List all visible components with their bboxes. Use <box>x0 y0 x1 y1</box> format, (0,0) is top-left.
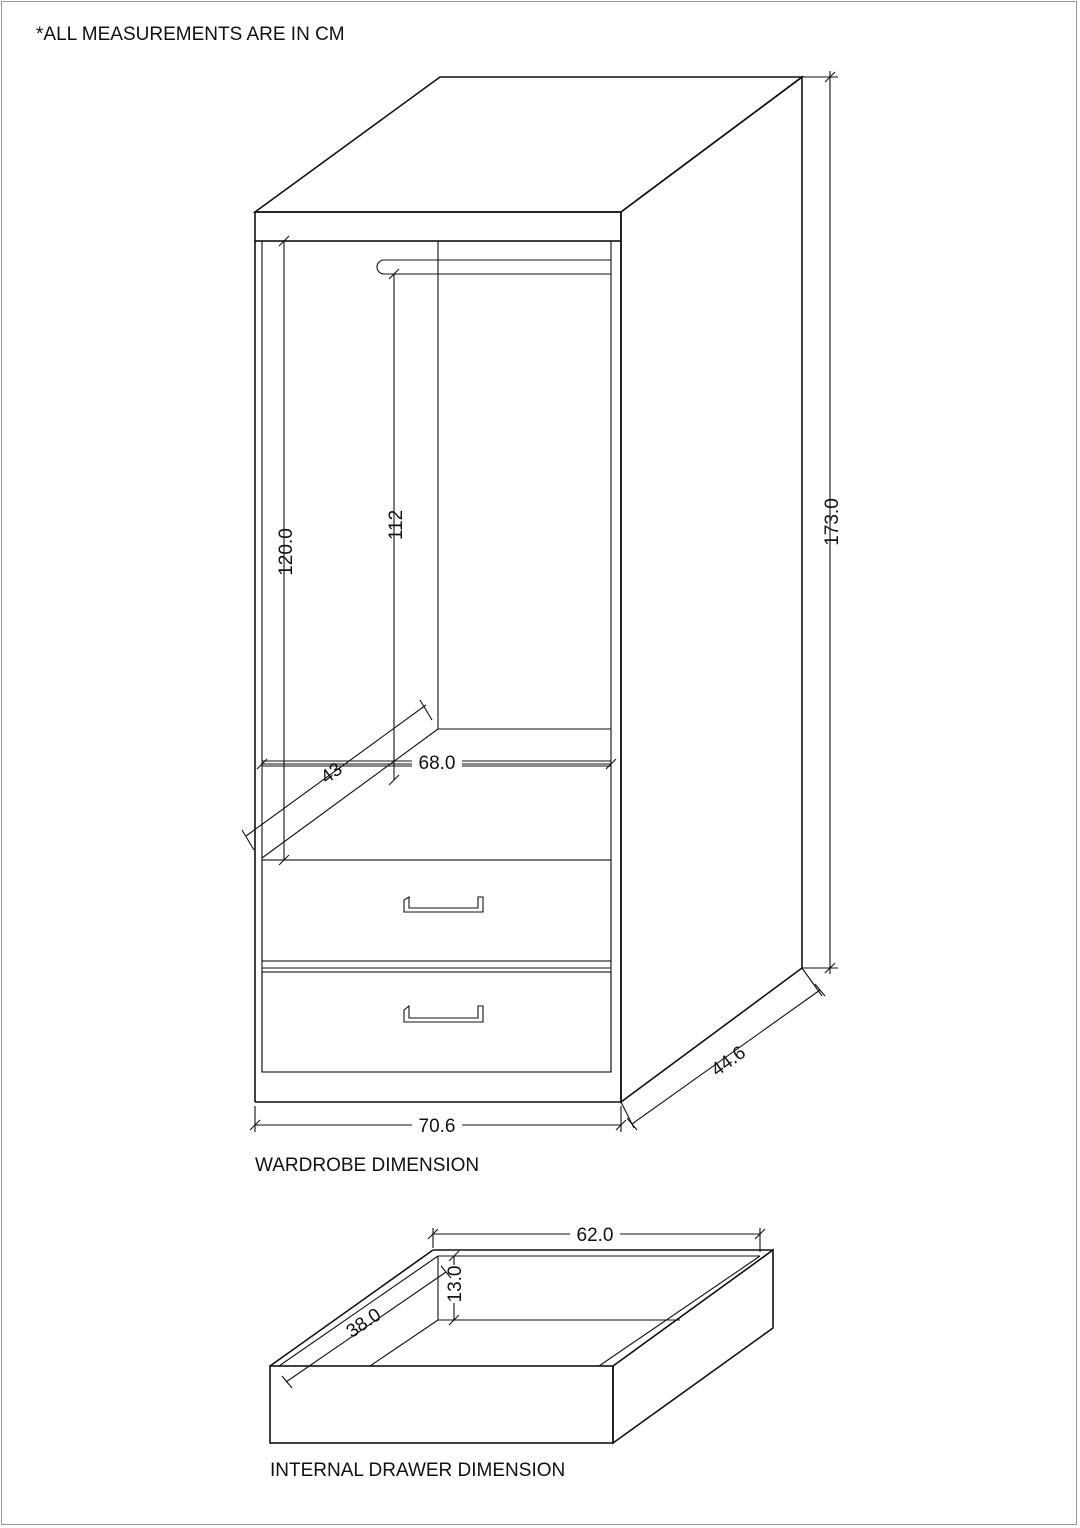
dim-depth <box>621 968 825 1130</box>
label-total-height: 173.0 <box>822 498 843 546</box>
label-depth: 44.6 <box>707 1042 750 1081</box>
wardrobe-caption: WARDROBE DIMENSION <box>255 1155 480 1176</box>
label-hanging-height: 120.0 <box>276 528 297 576</box>
measurement-note: *ALL MEASUREMENTS ARE IN CM <box>36 24 345 45</box>
drawer-front <box>270 1366 613 1443</box>
drawer-handle-upper <box>404 897 483 912</box>
label-drawer-width: 62.0 <box>576 1225 614 1246</box>
label-drawer-depth: 38.0 <box>342 1304 386 1343</box>
wardrobe-top <box>255 77 802 212</box>
label-drawer-height: 13.0 <box>445 1265 466 1303</box>
hanging-rail <box>377 260 611 274</box>
label-inner-width: 68.0 <box>418 753 456 774</box>
drawer-caption: INTERNAL DRAWER DIMENSION <box>270 1460 566 1481</box>
drawer-drawing <box>270 1224 773 1481</box>
wardrobe-drawing <box>242 71 843 1176</box>
drawer-front-upper <box>262 860 611 961</box>
drawer-side <box>613 1250 773 1443</box>
label-width: 70.6 <box>418 1116 456 1137</box>
drawer-handle-lower <box>404 1006 483 1022</box>
label-inner-depth: 43 <box>317 758 347 789</box>
wardrobe-top-front <box>255 212 621 241</box>
label-rail-height: 112 <box>386 509 407 541</box>
wardrobe-side <box>621 77 802 1102</box>
